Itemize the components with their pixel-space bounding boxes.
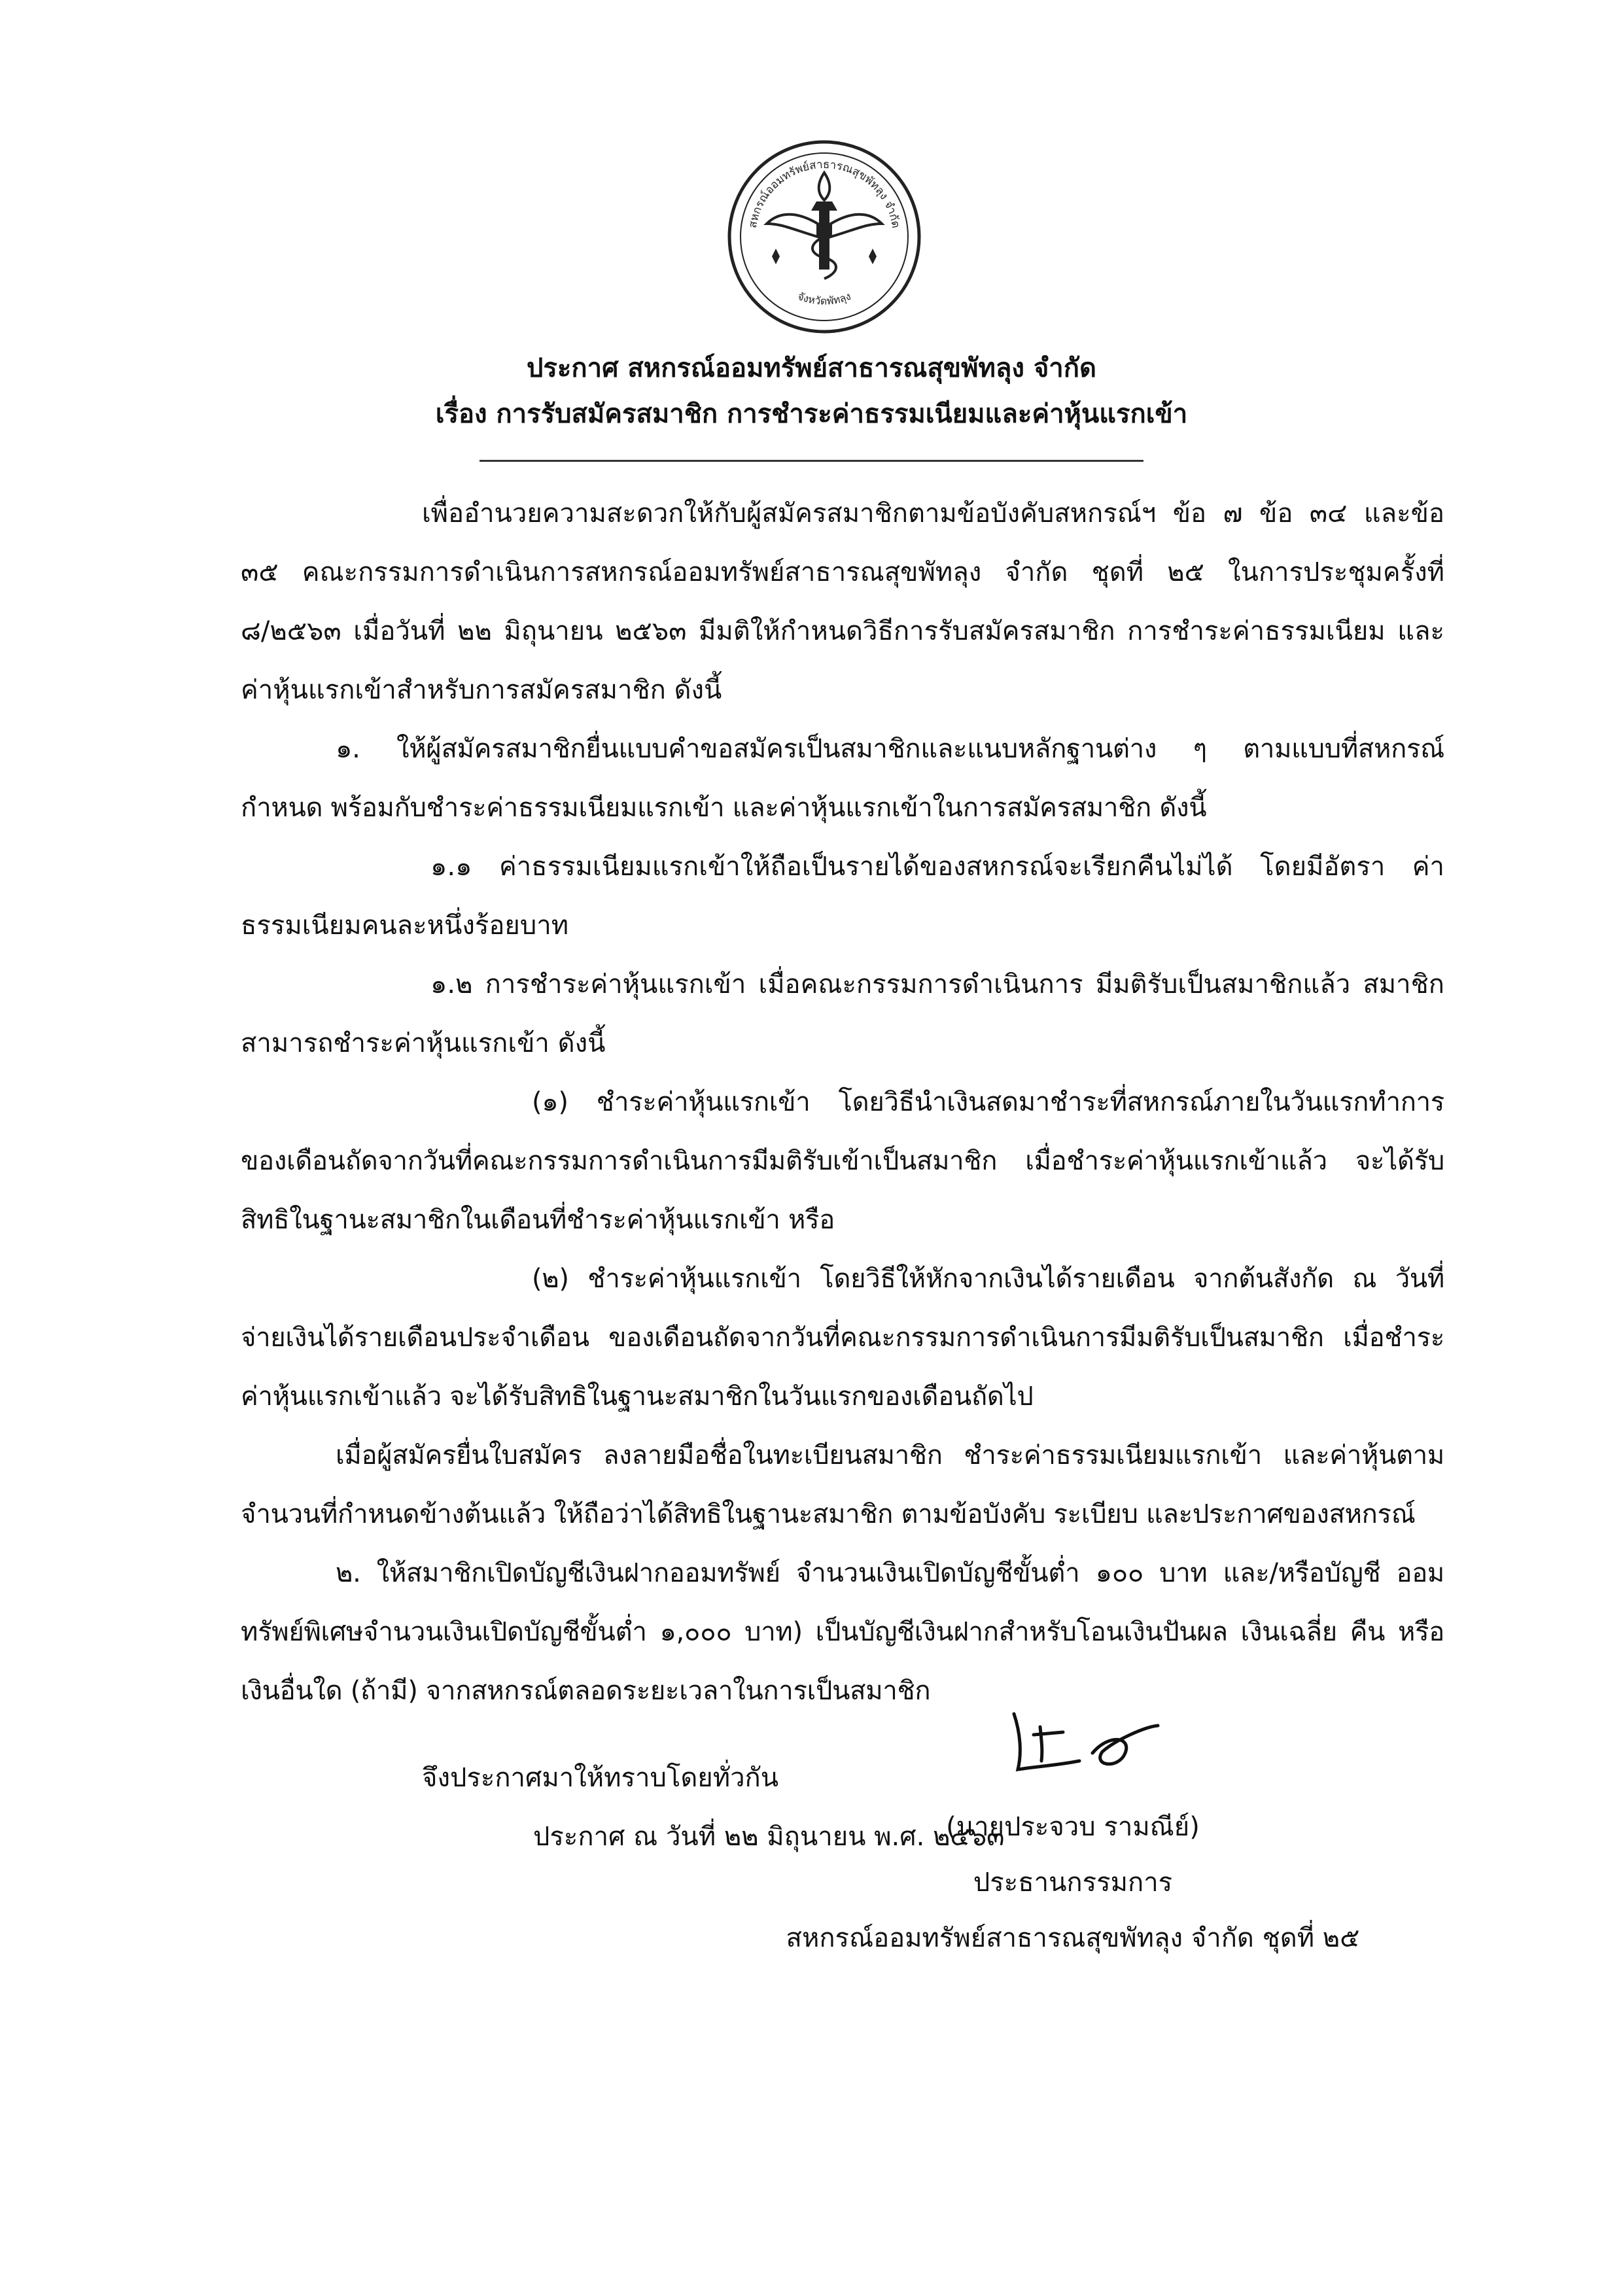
item-1-2-1: (๑) ชำระค่าหุ้นแรกเข้า โดยวิธีนำเงินสดมาชำระที่สหกรณ์ภายในวันแรกทำการ ของเดือนถัดจากวันที่คณะกรรมการดำเนินการมีมติรับเข้าเป็นสมาชิก เมื่อชำระค่าหุ้นแรกเข้าแล้ว จะได้รับ สิทธิในฐานะสมาชิกในเดือนที่ชำระค่าหุ้นแรกเข้า หรือ: [241, 1087, 1444, 1235]
rights-paragraph: เมื่อผู้สมัครยื่นใบสมัคร ลงลายมือชื่อในทะเบียนสมาชิก ชำระค่าธรรมเนียมแรกเข้า และค่าหุ้นตาม จำนวนที่กำหนดข้างต้นแล้ว ให้ถือว่าได้สิทธิในฐานะสมาชิก ตามข้อบังคับ ระเบียบ และประกาศของสหกรณ์: [241, 1440, 1444, 1529]
announce-statement: จึงประกาศมาให้ทราบโดยทั่วกัน: [422, 1763, 779, 1793]
title-divider: [480, 460, 1143, 462]
announcement-subject: เรื่อง การรับสมัครสมาชิก การชำระค่าธรรมเนียมและค่าหุ้นแรกเข้า: [435, 399, 1188, 429]
item-1-2: ๑.๒ การชำระค่าหุ้นแรกเข้า เมื่อคณะกรรมการดำเนินการ มีมติรับเป็นสมาชิกแล้ว สมาชิก สามารถชำระค่าหุ้นแรกเข้า ดังนี้: [241, 969, 1444, 1058]
signatory-name: (นายประจวบ รามณีย์): [946, 1812, 1200, 1842]
seal-text-bottom: จังหวัดพัทลุง: [795, 289, 853, 307]
svg-text:จังหวัดพัทลุง: [796, 290, 853, 307]
item-1-2-2: (๒) ชำระค่าหุ้นแรกเข้า โดยวิธีให้หักจากเงินได้รายเดือน จากต้นสังกัด ณ วันที่ จ่ายเงินได้รายเดือนประจำเดือน ของเดือนถัดจากวันที่คณะกรรมการดำเนินการมีมติรับเป็นสมาชิก เมื่อชำระ ค่าหุ้นแรกเข้าแล้ว จะได้รับสิทธิในฐานะสมาชิกในวันแรกของเดือนถัดไป: [241, 1264, 1444, 1412]
announcement-title: ประกาศ สหกรณ์ออมทรัพย์สาธารณสุขพัทลุง จำกัด: [527, 353, 1096, 383]
cooperative-seal-logo: [726, 139, 922, 335]
intro-paragraph: เพื่ออำนวยความสะดวกให้กับผู้สมัครสมาชิกตามข้อบังคับสหกรณ์ฯ ข้อ ๗ ข้อ ๓๔ และข้อ ๓๕ คณะกรรมการดำเนินการสหกรณ์ออมทรัพย์สาธารณสุขพัทลุง จำกัด ชุดที่ ๒๕ ในการประชุมครั้งที่ ๘/๒๕๖๓ เมื่อวันที่ ๒๒ มิถุนายน ๒๕๖๓ มีมติให้กำหนดวิธีการรับสมัครสมาชิก การชำระค่าธรรมเนียม และค่าหุ้นแรกเข้าสำหรับการสมัครสมาชิก ดังนี้: [241, 498, 1444, 705]
signatory-organization: สหกรณ์ออมทรัพย์สาธารณสุขพัทลุง จำกัด ชุดที่ ๒๕: [786, 1923, 1360, 1953]
signatory-position: ประธานกรรมการ: [973, 1868, 1173, 1898]
signature-image: [994, 1688, 1164, 1779]
item-1-1: ๑.๑ ค่าธรรมเนียมแรกเข้าให้ถือเป็นรายได้ของสหกรณ์จะเรียกคืนไม่ได้ โดยมีอัตรา ค่าธรรมเนียมคนละหนึ่งร้อยบาท: [241, 852, 1444, 941]
announce-date: ประกาศ ณ วันที่ ๒๒ มิถุนายน พ.ศ. ๒๕๖๓: [533, 1822, 1005, 1852]
seal-text-top: สหกรณ์ออมทรัพย์สาธารณสุขพัทลุง จำกัด: [746, 158, 903, 230]
item-1: ๑. ให้ผู้สมัครสมาชิกยื่นแบบคำขอสมัครเป็นสมาชิกและแนบหลักฐานต่าง ๆ ตามแบบที่สหกรณ์ กำหนด พร้อมกับชำระค่าธรรมเนียมแรกเข้า และค่าหุ้นแรกเข้าในการสมัครสมาชิก ดังนี้: [241, 734, 1444, 823]
item-2: ๒. ให้สมาชิกเปิดบัญชีเงินฝากออมทรัพย์ จำนวนเงินเปิดบัญชีขั้นต่ำ ๑๐๐ บาท และ/หรือบัญชี ออมทรัพย์พิเศษจำนวนเงินเปิดบัญชีขั้นต่ำ ๑,๐๐๐ บาท) เป็นบัญชีเงินฝากสำหรับโอนเงินปันผล เงินเฉลี่ย คืน หรือเงินอื่นใด (ถ้ามี) จากสหกรณ์ตลอดระยะเวลาในการเป็นสมาชิก: [241, 1558, 1444, 1706]
